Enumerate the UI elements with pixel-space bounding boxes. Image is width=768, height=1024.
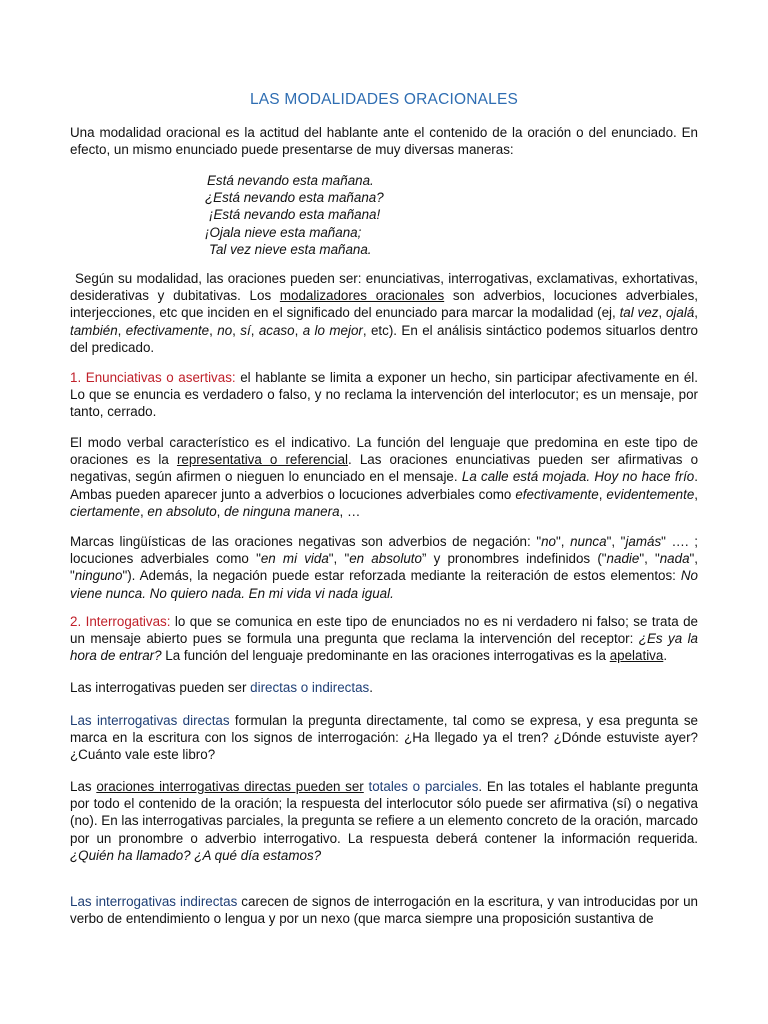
example-item: ¡Ojala nieve esta mañana; bbox=[205, 224, 362, 240]
intro-paragraph: Una modalidad oracional es la actitud del hablante ante el contenido de la oración o del enunciado. En efecto, un mismo enunciado puede presentarse de muy diversas maneras: bbox=[70, 125, 698, 158]
example-item: ¡Está nevando esta mañana! bbox=[209, 207, 381, 223]
totales-parciales-paragraph: Las oraciones interrogativas directas pueden ser totales o parciales. En las totales el hablante pregunta por todo el contenido de la oración; la respuesta del interlocutor sólo puede ser afirmativa (sí) o negativa (no). En las interrogativas parciales, la pregunta se refiere a un elemento concreto de la oración, marcado por un pronombre o adverbio interrogativo. La respuesta deberá contener la información requerida. ¿Quién ha llamado? ¿A qué día estamos? bbox=[70, 779, 699, 863]
modalities-paragraph: Según su modalidad, las oraciones pueden ser: enunciativas, interrogativas, exclamativas, exhortativas, desiderativas y dubitativas. Los modalizadores oracionales son adverbios, locuciones adverbiales, interjecciones, etc que inciden en el significado del enunciado para marcar la modalidad (ej, tal vez, ojalá, también, efectivamente, no, sí, acaso, a lo mejor, etc). En el análisis sintáctico podemos situarlos dentro del predicado. bbox=[70, 271, 698, 355]
directas-paragraph: Las interrogativas directas formulan la pregunta directamente, tal como se expresa, y esa pregunta se marca en la escritura con los signos de interrogación: ¿Ha llegado ya el tren? ¿Dónde estuviste ayer? ¿Cuánto vale este libro? bbox=[70, 713, 698, 763]
example-item: Está nevando esta mañana. bbox=[207, 173, 374, 188]
tipos-paragraph: Las interrogativas pueden ser directas o indirectas. bbox=[70, 680, 373, 695]
indirectas-paragraph: Las interrogativas indirectas carecen de signos de interrogación en la escritura, y van introducidas por un verbo de entendimiento o lengua y por un nexo (que marca siempre una proposición sustantiva de bbox=[70, 894, 698, 927]
example-item: ¿Está nevando esta mañana? bbox=[205, 190, 384, 206]
enunciativas-paragraph: 1. Enunciativas o asertivas: el hablante se limita a exponer un hecho, sin participar afectivamente en él. Lo que se enuncia es verdadero o falso, y no reclama la intervención del interlocutor; es un mensaje, por tanto, cerrado. bbox=[70, 370, 698, 420]
interrogativas-paragraph: 2. Interrogativas: lo que se comunica en este tipo de enunciados no es ni verdadero ni falso; se trata de un mensaje abierto pues se formula una pregunta que reclama la intervención del receptor: ¿Es ya la hora de entrar? La función del lenguaje predominante en las oraciones interrogativas es la apelativa. bbox=[70, 614, 698, 664]
example-item: Tal vez nieve esta mañana. bbox=[209, 241, 372, 257]
section-heading-interrogativas: 2. Interrogativas: bbox=[70, 614, 171, 629]
page-title: LAS MODALIDADES ORACIONALES bbox=[249, 91, 519, 108]
marcas-paragraph: Marcas lingüísticas de las oraciones negativas son adverbios de negación: "no", nunca", "jamás" …. ; locuciones adverbiales como "en mi vida", "en absoluto” y pronombres indefinidos ("nadie", "nada", "ninguno"). Además, la negación puede estar reforzada mediante la reiteración de estos elementos: No viene nunca. No quiero nada. En mi vida vi nada igual. bbox=[70, 534, 699, 601]
section-heading-enunciativas: 1. Enunciativas o asertivas: bbox=[70, 370, 236, 385]
modo-verbal-paragraph: El modo verbal característico es el indicativo. La función del lenguaje que predomina en este tipo de oraciones es la representativa o referencial. Las oraciones enunciativas pueden ser afirmativas o negativas, según afirmen o nieguen lo enunciado en el mensaje. La calle está mojada. Hoy no hace frío. Ambas pueden aparecer junto a adverbios o locuciones adverbiales como efectivamente, evidentemente, ciertamente, en absoluto, de ninguna manera, … bbox=[70, 435, 699, 519]
examples-list bbox=[200, 172, 500, 258]
